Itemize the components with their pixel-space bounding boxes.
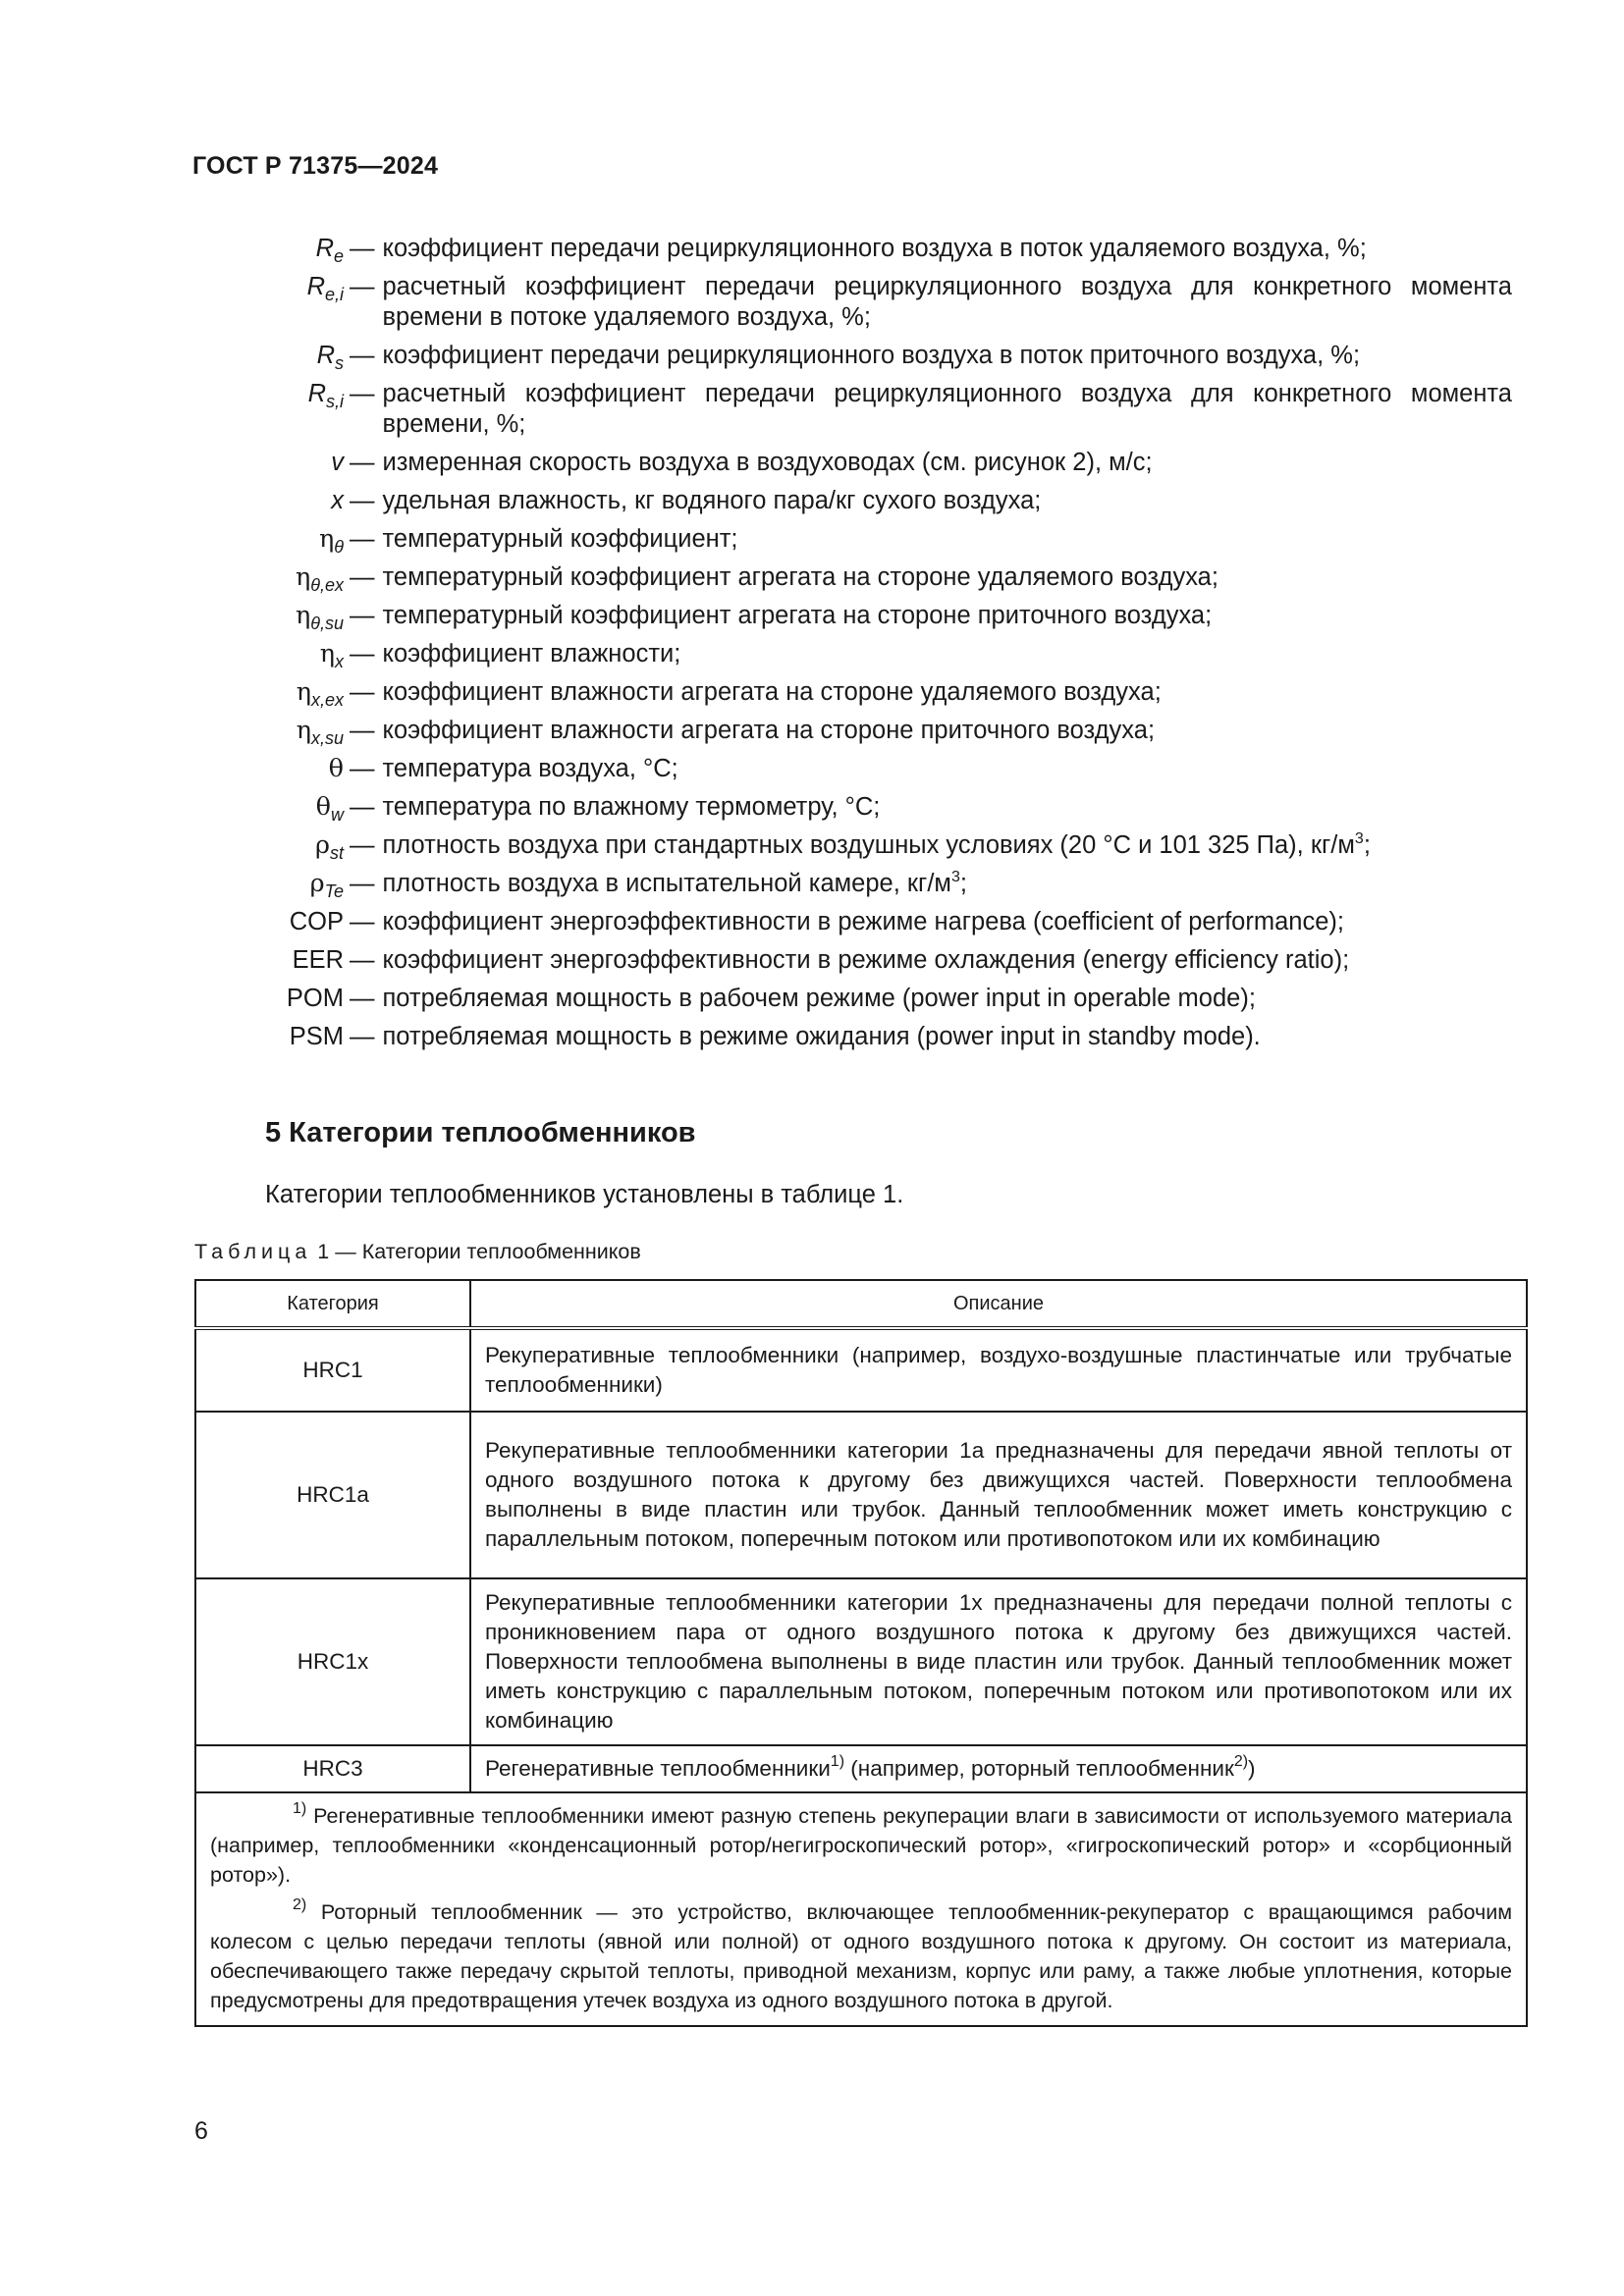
symbol-dash: — — [350, 717, 375, 744]
category-description: Рекуперативные теплообменники категории 1х предназначены для передачи полной теплоты с проникновением пара от одного воздушного потока к другому без движущихся частей. Поверхности теплообмена выполнены в виде пластин или трубок. Данный теплообменник может иметь конструкцию с параллельным потоком, поперечным потоком или противопотоком или их комбинацию — [470, 1578, 1527, 1745]
symbol-description: плотность воздуха в испытательной камере, $кг/м^3$; — [382, 869, 967, 897]
symbol-notation: $\eta_{x,su}$ — [296, 716, 344, 748]
symbol-dash: — — [350, 946, 375, 974]
symbol-dash: — — [350, 755, 375, 782]
footnote-2 — [210, 1897, 1512, 2015]
footnote-ref-2: 2) — [1233, 1753, 1249, 1770]
table-row — [195, 1745, 1527, 1792]
symbol-notation: $R_s$ — [316, 342, 344, 373]
footnote-mark: 2) — [293, 1896, 307, 1913]
symbol-dash: — — [350, 831, 375, 859]
symbol-notation: θ — [328, 754, 344, 783]
desc-text: Регенеративные теплообменники — [485, 1756, 831, 1781]
symbol-notation: COP — [289, 908, 344, 935]
symbol-row — [177, 869, 1532, 899]
symbol-notation: v — [331, 449, 344, 476]
symbol-row — [177, 601, 1532, 631]
symbol-dash: — — [350, 793, 375, 821]
symbol-dash: — — [350, 273, 375, 300]
header-category: Категория — [195, 1280, 470, 1328]
symbol-notation: $\theta_w$ — [315, 792, 344, 825]
symbol-description: расчетный коэффициент передачи рециркуляционного воздуха для конкретного момента времени, %; — [382, 380, 1512, 438]
symbol-dash: — — [350, 563, 375, 591]
symbol-description: измеренная скорость воздуха в воздуховодах (см. рисунок 2), м/с; — [382, 449, 1153, 476]
category-code: HRC1a — [195, 1412, 470, 1578]
symbol-row — [177, 792, 1532, 823]
symbol-row — [177, 272, 1532, 333]
symbol-notation: $\eta_{\theta,ex}$ — [295, 562, 344, 595]
symbol-row — [177, 379, 1532, 440]
symbol-dash: — — [350, 380, 375, 407]
symbol-description: коэффициент влажности; — [382, 640, 681, 667]
table-footnotes-row — [195, 1792, 1527, 2026]
symbol-description: температурный коэффициент агрегата на стороне приточного воздуха; — [382, 602, 1213, 629]
symbol-row — [177, 945, 1532, 976]
table-row — [195, 1328, 1527, 1412]
symbol-dash: — — [350, 342, 375, 369]
table-footnotes — [195, 1792, 1527, 2026]
category-description: Рекуперативные теплообменники (например, воздухо-воздушные пластинчатые или трубчатые теплообменники) — [470, 1328, 1527, 1412]
symbol-dash: — — [350, 235, 375, 262]
page-number: 6 — [194, 2117, 208, 2145]
footnote-text: Роторный теплообменник — это устройство, включающее теплообменник-рекуператор с вращающимся рабочим колесом с целью передачи теплоты (явной или полной) от одного воздушного потока к другому. Он состоит из материала, обеспечивающего также передачу скрытой теплоты, приводной механизм, корпус или раму, а также любые уплотнения, которые предусмотрены для предотвращения утечек воздуха из одного воздушного потока в другой. — [210, 1900, 1512, 2012]
symbol-dash: — — [350, 487, 375, 514]
symbol-row — [177, 448, 1532, 478]
symbol-row — [177, 486, 1532, 516]
symbol-dash: — — [350, 1023, 375, 1050]
symbol-dash: — — [350, 870, 375, 897]
symbol-dash: — — [350, 908, 375, 935]
desc-text: ) — [1248, 1756, 1256, 1781]
symbol-description: потребляемая мощность в режиме ожидания (power input in standby mode). — [382, 1023, 1261, 1050]
table-caption — [194, 1240, 641, 1264]
symbol-dash: — — [350, 985, 375, 1012]
symbol-description: температура по влажному термометру, °С; — [382, 793, 881, 821]
table-row — [195, 1412, 1527, 1578]
symbol-row — [177, 341, 1532, 371]
symbol-row — [177, 524, 1532, 555]
symbol-description: коэффициент энергоэффективности в режиме охлаждения (energy efficiency ratio); — [382, 946, 1350, 974]
document-header: ГОСТ Р 71375—2024 — [192, 152, 439, 180]
symbol-dash: — — [350, 602, 375, 629]
symbol-description: температурный коэффициент агрегата на стороне удаляемого воздуха; — [382, 563, 1218, 591]
symbol-row — [177, 754, 1532, 784]
symbol-description: коэффициент влажности агрегата на стороне удаляемого воздуха; — [382, 678, 1162, 706]
symbol-notation: $R_{s,i}$ — [307, 380, 344, 411]
footnote-mark: 1) — [293, 1800, 307, 1817]
table-caption-word: Таблица — [194, 1240, 312, 1263]
symbol-list — [177, 234, 1532, 1060]
category-code: HRC3 — [195, 1745, 470, 1792]
symbol-notation: $\rho_{st}$ — [314, 830, 344, 863]
symbol-notation: POM — [286, 985, 344, 1012]
symbol-description: удельная влажность, кг водяного пара/кг сухого воздуха; — [382, 487, 1042, 514]
symbol-notation: $R_{e,i}$ — [306, 273, 344, 304]
symbol-row — [177, 907, 1532, 937]
footnote-1 — [210, 1801, 1512, 1890]
symbol-row — [177, 677, 1532, 708]
symbol-notation: $\rho_{Te}$ — [309, 869, 344, 901]
footnote-text: Регенеративные теплообменники имеют разную степень рекуперации влаги в зависимости от используемого материала (например, теплообменники «конденсационный ротор/негигроскопический ротор», «гигроскопический ротор» и «сорбционный ротор»). — [210, 1804, 1512, 1887]
symbol-description: температурный коэффициент; — [382, 525, 738, 553]
footnote-ref-1: 1) — [830, 1753, 845, 1770]
symbol-row — [177, 830, 1532, 861]
symbol-dash: — — [350, 525, 375, 553]
symbol-description: температура воздуха, °С; — [382, 755, 678, 782]
categories-table — [194, 1279, 1528, 2027]
symbol-notation: $\eta_\theta$ — [318, 524, 344, 557]
category-code: HRC1 — [195, 1328, 470, 1412]
symbol-notation: $\eta_x$ — [319, 639, 344, 671]
symbol-notation: x — [331, 487, 344, 514]
symbol-description: потребляемая мощность в рабочем режиме (power input in operable mode); — [382, 985, 1256, 1012]
symbol-notation: $\eta_{\theta,su}$ — [295, 601, 344, 633]
category-description — [470, 1745, 1527, 1792]
symbol-row — [177, 984, 1532, 1014]
table-caption-title: 1 — Категории теплообменников — [311, 1240, 641, 1263]
symbol-dash: — — [350, 449, 375, 476]
category-description: Рекуперативные теплообменники категории 1а предназначены для передачи явной теплоты от одного воздушного потока к другому без движущихся частей. Поверхности теплообмена выполнены в виде пластин или трубок. Данный теплообменник может иметь конструкцию с параллельным потоком, поперечным потоком или противопотоком или их комбинацию — [470, 1412, 1527, 1578]
section-title: 5 Категории теплообменников — [265, 1117, 696, 1148]
symbol-row — [177, 716, 1532, 746]
symbol-notation: $\eta_{x,ex}$ — [296, 677, 344, 710]
header-description: Описание — [470, 1280, 1527, 1328]
symbol-description: коэффициент передачи рециркуляционного воздуха в поток удаляемого воздуха, %; — [382, 235, 1367, 262]
symbol-description: плотность воздуха при стандартных воздушных условиях (20 °С и 101 325 Па), $кг/м^3$; — [382, 830, 1371, 859]
symbol-row — [177, 234, 1532, 264]
symbol-notation: PSM — [289, 1023, 344, 1050]
symbol-description: коэффициент энергоэффективности в режиме нагрева (coefficient of performance); — [382, 908, 1344, 935]
category-code: HRC1x — [195, 1578, 470, 1745]
symbol-row — [177, 639, 1532, 669]
symbol-description: расчетный коэффициент передачи рециркуляционного воздуха для конкретного момента времени в потоке удаляемого воздуха, %; — [382, 273, 1512, 331]
symbol-description: коэффициент передачи рециркуляционного воздуха в поток приточного воздуха, %; — [382, 342, 1361, 369]
symbol-notation: EER — [292, 946, 344, 974]
desc-text: (например, роторный теплообменник — [844, 1756, 1234, 1781]
symbol-description: коэффициент влажности агрегата на стороне приточного воздуха; — [382, 717, 1156, 744]
symbol-dash: — — [350, 640, 375, 667]
symbol-dash: — — [350, 678, 375, 706]
table-row — [195, 1578, 1527, 1745]
table-header-row — [195, 1280, 1527, 1328]
symbol-row — [177, 1022, 1532, 1052]
symbol-row — [177, 562, 1532, 593]
symbol-notation: $R_e$ — [315, 235, 344, 266]
section-intro: Категории теплообменников установлены в таблице 1. — [265, 1181, 904, 1208]
